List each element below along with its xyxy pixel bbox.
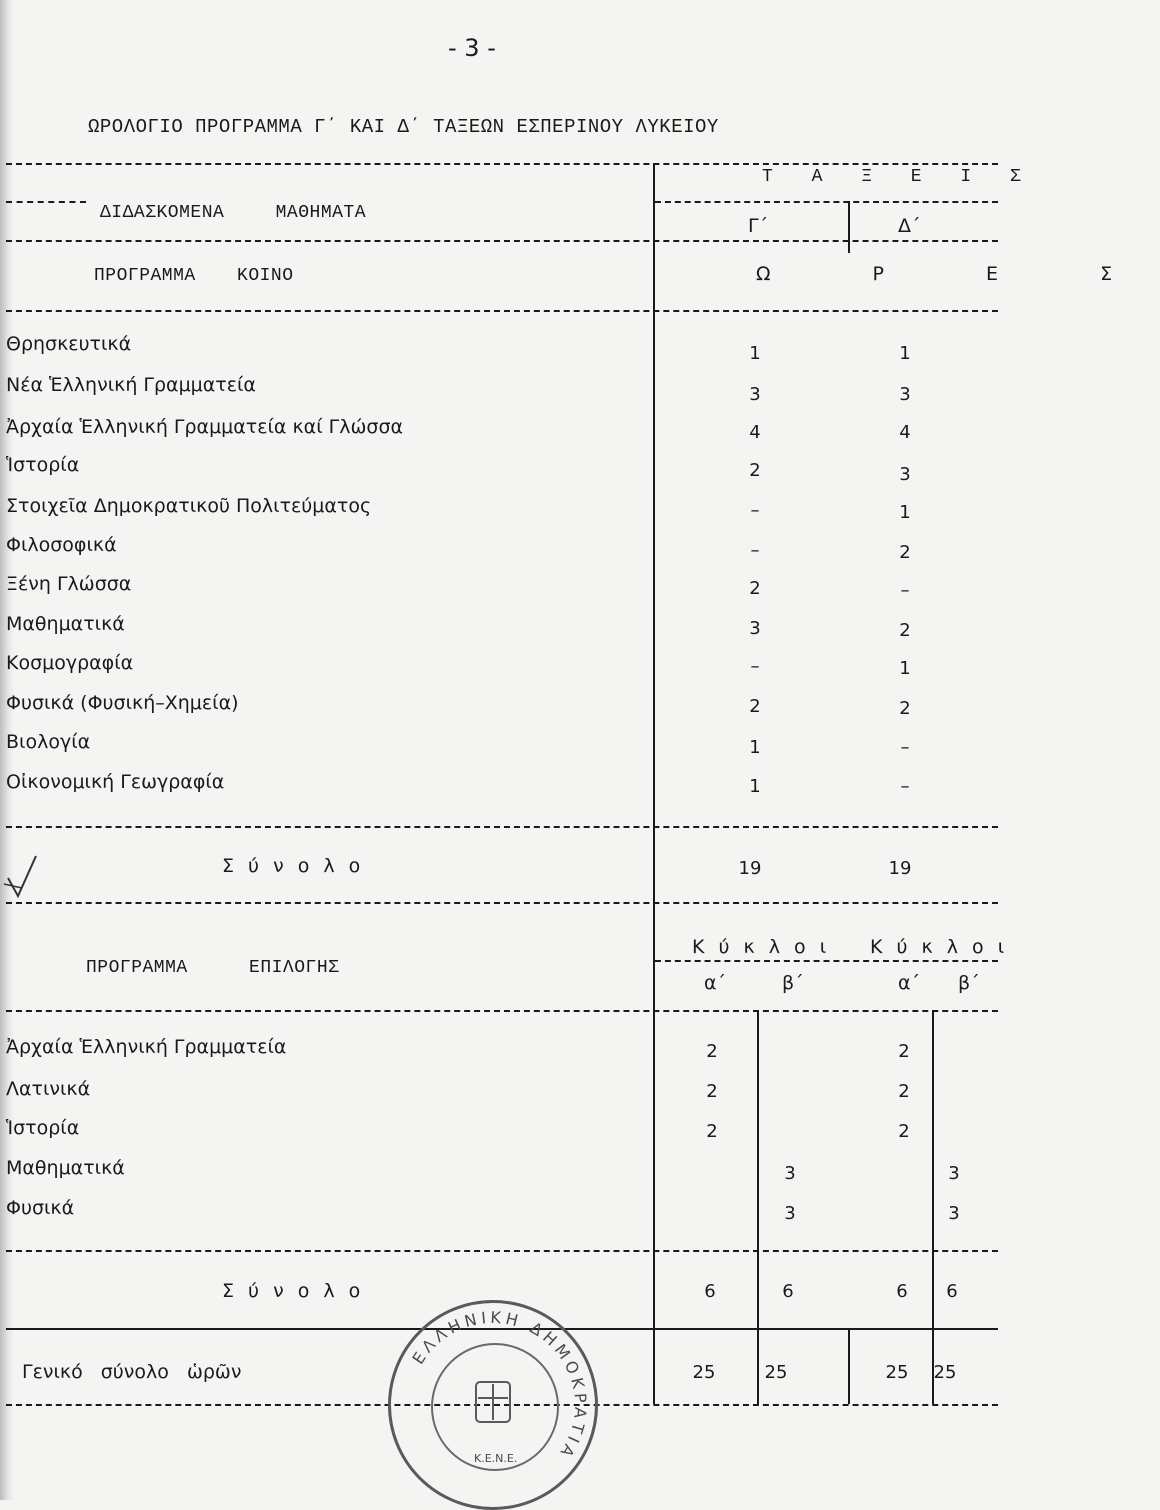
rule-top bbox=[6, 163, 998, 165]
hours-d: 3 bbox=[899, 464, 911, 485]
grand-total-g-a: 25 bbox=[692, 1362, 716, 1383]
svg-text:ΕΛΛΗΝΙΚΗ ΔΗΜΟΚΡΑΤΙΑ: ΕΛΛΗΝΙΚΗ ΔΗΜΟΚΡΑΤΙΑ bbox=[408, 1307, 591, 1464]
vrule-subjects bbox=[653, 163, 655, 1404]
subject-name: Μαθηματικά bbox=[6, 1157, 125, 1179]
subject-name: Οἰκονομική Γεωγραφία bbox=[6, 771, 225, 793]
elective-total-g-a: 6 bbox=[704, 1281, 716, 1302]
common-program-label: ΠΡΟΓΡΑΜΜΑ ΚΟΙΝΟ bbox=[94, 266, 294, 286]
hours-g-b: 3 bbox=[784, 1203, 796, 1224]
common-total-d: 19 bbox=[888, 858, 912, 879]
hours-g: 1 bbox=[749, 737, 761, 758]
subject-name: Κοσμογραφία bbox=[6, 652, 134, 674]
grand-total-d-b: 25 bbox=[933, 1362, 957, 1383]
official-seal bbox=[388, 1300, 598, 1510]
hours-g: 2 bbox=[749, 460, 761, 481]
hours-d: – bbox=[900, 737, 910, 758]
subject-name: Μαθηματικά bbox=[6, 613, 125, 635]
hours-d: 1 bbox=[899, 658, 911, 679]
common-total-label: Σ ύ ν ο λ ο bbox=[222, 855, 365, 877]
rule-elective-header-bottom bbox=[6, 1010, 998, 1012]
rule-header-right bbox=[655, 201, 998, 203]
grand-total-d-a: 25 bbox=[885, 1362, 909, 1383]
elective-total-label: Σ ύ ν ο λ ο bbox=[222, 1280, 365, 1302]
elective-total-g-b: 6 bbox=[782, 1281, 794, 1302]
cycle-a-d: α΄ bbox=[898, 972, 921, 994]
cycle-b-d: β΄ bbox=[958, 972, 980, 994]
hours-g: 2 bbox=[749, 578, 761, 599]
hours-d: – bbox=[900, 580, 910, 601]
hours-d: 2 bbox=[899, 620, 911, 641]
grand-total-label: Γενικό σύνολο ὡρῶν bbox=[22, 1361, 242, 1383]
hours-g-a: 2 bbox=[706, 1081, 718, 1102]
hours-d: 1 bbox=[899, 502, 911, 523]
rule-header-left bbox=[6, 201, 86, 203]
subjects-label: ΔΙΔΑΣΚΟΜΕΝΑ ΜΑΘΗΜΑΤΑ bbox=[100, 203, 367, 223]
subject-name: Ἀρχαία Ἑλληνική Γραμματεία bbox=[6, 1036, 287, 1058]
svg-text:Κ.Ε.Ν.Ε.: Κ.Ε.Ν.Ε. bbox=[474, 1452, 518, 1465]
hours-g: 1 bbox=[749, 776, 761, 797]
hours-g: – bbox=[750, 540, 760, 561]
subject-name: Λατινικά bbox=[6, 1078, 91, 1100]
subject-name: Βιολογία bbox=[6, 731, 91, 753]
hours-d-b: 3 bbox=[948, 1163, 960, 1184]
hours-g: 3 bbox=[749, 384, 761, 405]
hours-g: – bbox=[750, 656, 760, 677]
subject-name: Νέα Ἑλληνική Γραμματεία bbox=[6, 374, 256, 396]
hours-g: 4 bbox=[749, 422, 761, 443]
cycles-label-d: Κ ύ κ λ ο ι bbox=[870, 936, 1009, 958]
subject-name: Φυσικά (Φυσική–Χημεία) bbox=[6, 692, 239, 714]
common-total-g: 19 bbox=[738, 858, 762, 879]
subject-name: Ἱστορία bbox=[6, 1117, 80, 1139]
hours-d: 2 bbox=[899, 542, 911, 563]
vrule-class-divider bbox=[848, 201, 850, 253]
subject-name: Στοιχεῖα Δημοκρατικοῦ Πολιτεύματος bbox=[6, 495, 372, 517]
hours-g-a: 2 bbox=[706, 1121, 718, 1142]
grand-total-g-b: 25 bbox=[764, 1362, 788, 1383]
hours-d-a: 2 bbox=[898, 1041, 910, 1062]
hours-g: 2 bbox=[749, 696, 761, 717]
subject-name: Ἀρχαία Ἑλληνική Γραμματεία καί Γλώσσα bbox=[6, 416, 404, 438]
hours-g: – bbox=[750, 500, 760, 521]
hours-d: 4 bbox=[899, 422, 911, 443]
vrule-d-cycles bbox=[932, 1010, 934, 1404]
hours-g-a: 2 bbox=[706, 1041, 718, 1062]
subject-name: Θρησκευτικά bbox=[6, 333, 132, 355]
subject-name: Φιλοσοφικά bbox=[6, 534, 117, 556]
subject-name: Φυσικά bbox=[6, 1197, 75, 1219]
elective-total-d-a: 6 bbox=[896, 1281, 908, 1302]
hours-d-b: 3 bbox=[948, 1203, 960, 1224]
hours-g-b: 3 bbox=[784, 1163, 796, 1184]
classes-label: Τ Α Ξ Ε Ι Σ bbox=[762, 167, 1035, 187]
vrule-g-cycles bbox=[757, 1010, 759, 1404]
hours-d: 2 bbox=[899, 698, 911, 719]
cycle-b-g: β΄ bbox=[782, 972, 804, 994]
hours-g: 1 bbox=[749, 343, 761, 364]
hours-d: – bbox=[900, 776, 910, 797]
class-g-label: Γ΄ bbox=[748, 215, 769, 237]
elective-total-d-b: 6 bbox=[946, 1281, 958, 1302]
hours-d: 3 bbox=[899, 384, 911, 405]
rule-before-common-total bbox=[6, 826, 998, 828]
rule-cycles bbox=[655, 960, 998, 962]
hours-g: 3 bbox=[749, 618, 761, 639]
hours-label: Ω Ρ Ε Σ bbox=[756, 263, 1160, 285]
rule-after-common-total bbox=[6, 902, 998, 904]
subject-name: Ξένη Γλώσσα bbox=[6, 573, 132, 595]
page-title: ΩΡΟΛΟΓΙΟ ΠΡΟΓΡΑΜΜΑ Γ΄ ΚΑΙ Δ΄ ΤΑΞΕΩΝ ΕΣΠΕΡΙΝΟΥ ΛΥΚΕΙΟΥ bbox=[88, 116, 719, 138]
checkmark-icon bbox=[0, 848, 50, 908]
hours-d: 1 bbox=[899, 343, 911, 364]
hours-d-a: 2 bbox=[898, 1081, 910, 1102]
class-d-label: Δ΄ bbox=[898, 215, 921, 237]
cycle-a-g: α΄ bbox=[704, 972, 727, 994]
rule-before-elective-total bbox=[6, 1250, 998, 1252]
hours-d-a: 2 bbox=[898, 1121, 910, 1142]
vrule-grand-divider bbox=[848, 1328, 850, 1404]
elective-program-label: ΠΡΟΓΡΑΜΜΑ ΕΠΙΛΟΓΗΣ bbox=[86, 958, 340, 978]
cycles-label-g: Κ ύ κ λ ο ι bbox=[692, 936, 831, 958]
subject-name: Ἱστορία bbox=[6, 454, 80, 476]
seal-emblem-icon bbox=[388, 1300, 598, 1510]
page-number: - 3 - bbox=[448, 34, 496, 62]
rule-header-bottom bbox=[6, 310, 998, 312]
